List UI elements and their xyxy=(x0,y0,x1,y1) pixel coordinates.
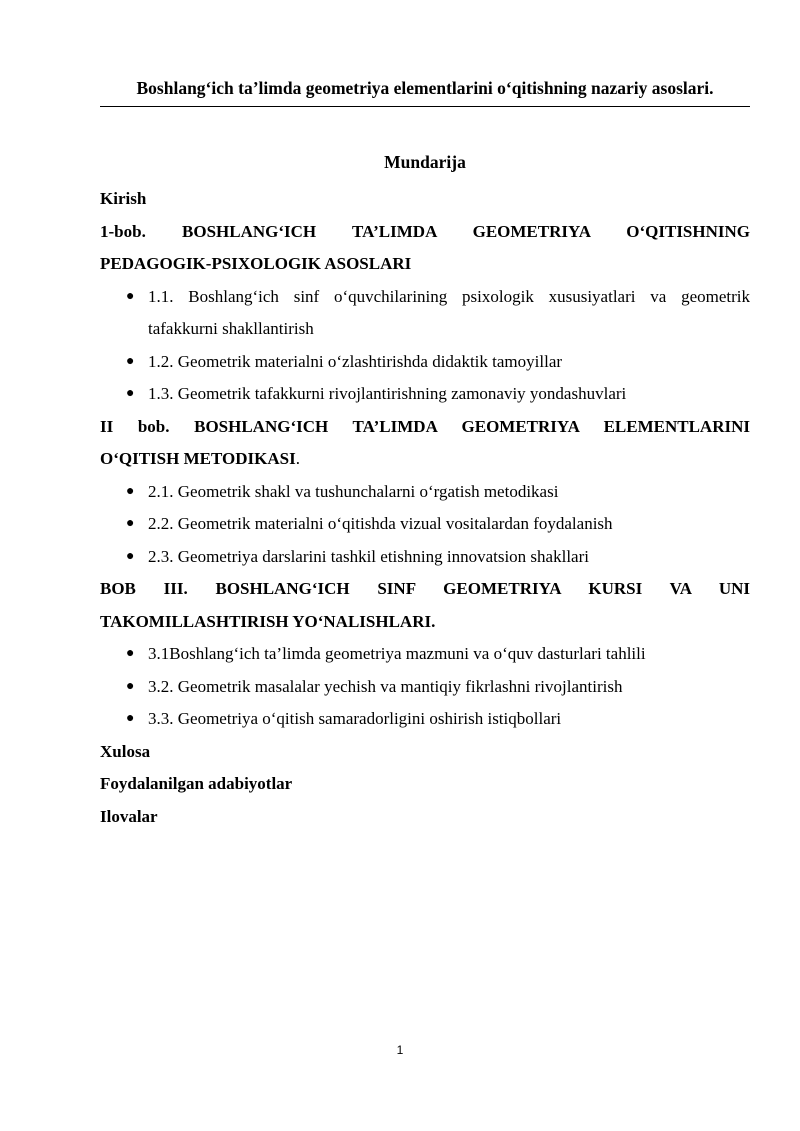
bullet-icon: ● xyxy=(126,483,135,499)
section-label: 3.2. Geometrik masalalar yechish va mantiqiy fikrlashni rivojlantirish xyxy=(148,676,623,696)
section-label-line: tafakkurni shakllantirish xyxy=(148,319,314,338)
chapter-heading-line: O‘QITISH METODIKASI xyxy=(100,449,296,468)
bullet-icon: ● xyxy=(126,516,135,531)
toc-section-2-1 xyxy=(100,476,750,509)
section-label-line: 1.1. Boshlang‘ich sinf o‘quvchilarining psixologik xususiyatlari va geometrik xyxy=(148,286,750,306)
header-divider xyxy=(100,106,750,107)
bullet-icon: ● xyxy=(126,711,135,726)
toc-section-1-3 xyxy=(100,378,750,411)
chapter-heading-line: PEDAGOGIK-PSIXOLOGIK ASOSLARI xyxy=(100,254,412,273)
toc-section-1-2 xyxy=(100,346,750,379)
toc-section-2-3 xyxy=(100,541,750,574)
chapter-3-sections xyxy=(100,638,750,736)
bullet-icon: ● xyxy=(126,548,135,564)
toc-chapter-2 xyxy=(100,411,750,476)
bullet-icon: ● xyxy=(126,288,135,304)
bullet-icon: ● xyxy=(126,353,135,369)
toc-section-3-3 xyxy=(100,703,750,736)
table-of-contents xyxy=(100,183,750,833)
section-label: 2.3. Geometriya darslarini tashkil etishning innovatsion shakllari xyxy=(148,546,589,566)
bullet-icon: ● xyxy=(126,646,135,661)
page-number: 1 xyxy=(396,1043,404,1057)
chapter-2-sections xyxy=(100,476,750,574)
chapter-1-sections xyxy=(100,281,750,411)
toc-chapter-1 xyxy=(100,216,750,281)
toc-chapter-3 xyxy=(100,573,750,638)
toc-section-3-2 xyxy=(100,671,750,704)
toc-entry-references: Foydalanilgan adabiyotlar xyxy=(100,774,293,793)
section-label: 3.3. Geometriya o‘qitish samaradorligini oshirish istiqbollari xyxy=(148,709,562,728)
toc-section-2-2 xyxy=(100,508,750,541)
bullet-icon: ● xyxy=(126,386,135,401)
section-label: 1.2. Geometrik materialni o‘zlashtirishda didaktik tamoyillar xyxy=(148,351,563,371)
section-label: 2.1. Geometrik shakl va tushunchalarni o‘rgatish metodikasi xyxy=(148,481,559,501)
section-label: 1.3. Geometrik tafakkurni rivojlantirishning zamonaviy yondashuvlari xyxy=(148,384,627,403)
toc-section-3-1 xyxy=(100,638,750,671)
toc-title: Mundarija xyxy=(384,152,466,172)
section-label: 3.1Boshlang‘ich ta’limda geometriya mazmuni va o‘quv dasturlari tahlili xyxy=(148,644,646,663)
chapter-heading-line: 1-bob. BOSHLANG‘ICH TA’LIMDA GEOMETRIYA O‘QITISHNING xyxy=(100,221,750,241)
bullet-icon: ● xyxy=(126,678,135,694)
chapter-heading-line: II bob. BOSHLANG‘ICH TA’LIMDA GEOMETRIYA ELEMENTLARINI xyxy=(100,416,750,436)
toc-section-1-1 xyxy=(100,281,750,346)
toc-entry-conclusion: Xulosa xyxy=(100,741,151,761)
chapter-heading-line: TAKOMILLASHTIRISH YO‘NALISHLARI. xyxy=(100,611,436,631)
toc-entry-appendices: Ilovalar xyxy=(100,806,158,826)
chapter-heading-suffix: . xyxy=(295,449,300,468)
document-title: Boshlang‘ich ta’limda geometriya elementlarini o‘qitishning nazariy asoslari. xyxy=(136,78,714,98)
toc-entry-intro: Kirish xyxy=(100,189,147,208)
chapter-heading-line: BOB III. BOSHLANG‘ICH SINF GEOMETRIYA KURSI VA UNI xyxy=(100,579,750,598)
section-label: 2.2. Geometrik materialni o‘qitishda vizual vositalardan foydalanish xyxy=(148,514,613,533)
